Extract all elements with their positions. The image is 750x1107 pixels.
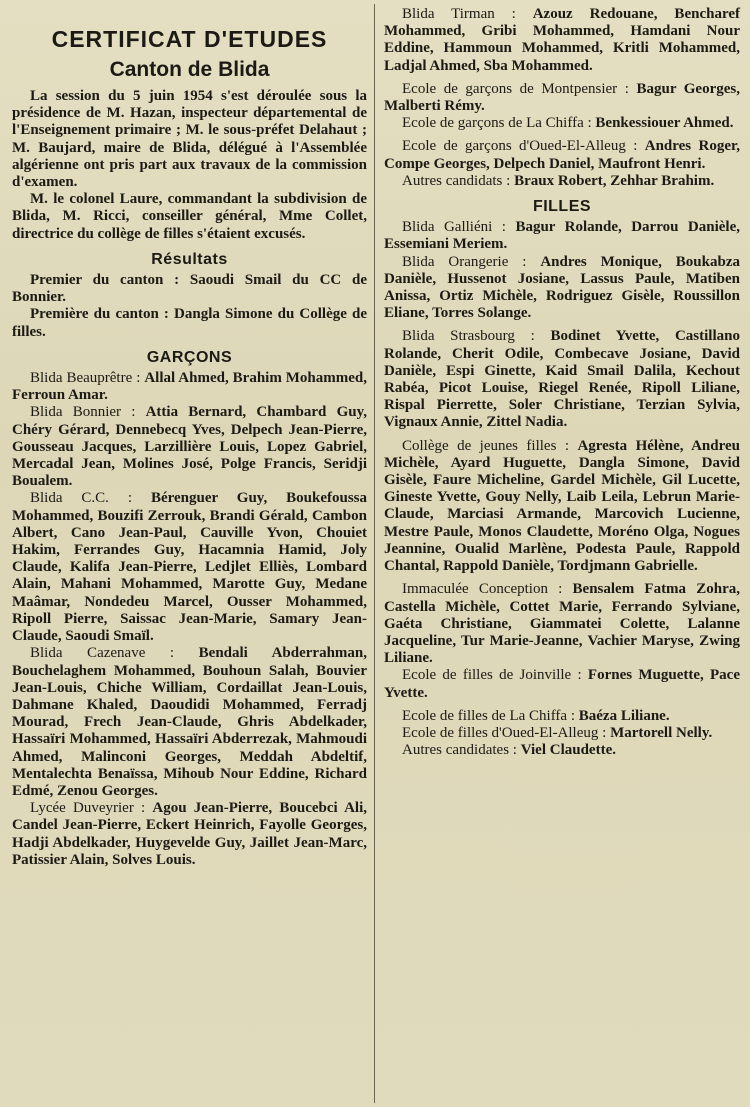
school-name: Ecole de garçons de La Chiffa: [402, 115, 584, 132]
premiere-du-canton: Première du canton : Dangla Simone du Collège de filles.: [12, 306, 367, 340]
school-name: Collège de jeunes filles: [402, 437, 557, 454]
school-name: Immaculée Conception: [402, 581, 548, 598]
student-names: Agresta Hélène, Andreu Michèle, Ayard Huguette, Dangla Simone, David Gisèle, Faure Micheline, Gardel Michèle, Gil Lucette, Gineste Yvette, Gouy Nelly, Laib Leila, Lebrun Marie-Claude, Marciasi Armande, Marcovich Lucienne, Mestre Paule, Monos Claudette, Moréno Olga, Nogues Jeannine, Oualid Marlène, Podesta Paule, Rappold Chantal, Rappold Danièle, Tordjmann Gabrielle.: [384, 437, 740, 575]
student-names: Bagur Rolande, Darrou Danièle, Essemiani Meriem.: [384, 219, 740, 253]
headline: CERTIFICAT D'ETUDES: [51, 26, 328, 52]
school-entry: Autres candidates : Viel Claudette.: [402, 742, 616, 759]
school-name: Ecole de garçons de Montpensier: [402, 80, 618, 97]
student-names: Attia Bernard, Chambard Guy, Chéry Gérard, Dennebecq Yves, Delpech Jean-Pierre, Gousseau Jacques, Larzillière Louis, Lopez Gabriel, Mercadal Jean, Molines José, Polge Francis, Seridji Boualem.: [12, 404, 367, 490]
student-names: Andres Monique, Boukabza Danièle, Hussenot Josiane, Lassus Paule, Matiben Anissa, Ortiz Michèle, Rodriguez Gisèle, Roussillon Eliane, Torres Solange.: [384, 253, 740, 322]
school-entry: Blida Orangerie : Andres Monique, Boukabza Danièle, Hussenot Josiane, Lassus Paule, Matiben Anissa, Ortiz Michèle, Rodriguez Gisèle, Roussillon Eliane, Torres Solange.: [384, 253, 740, 322]
student-names: Benkessiouer Ahmed.: [595, 115, 734, 132]
school-entry: Blida Tirman : Azouz Redouane, Bencharef Mohammed, Gribi Mohammed, Hamdani Nour Eddine, Hammoun Mohammed, Kritli Mohammed, Ladjal Ahmed, Sba Mohammed.: [384, 6, 740, 74]
intro-paragraph-1: La session du 5 juin 1954 s'est déroulée sous la présidence de M. Hazan, inspecteur départemental de l'Enseignement primaire ; M. le sous-préfet Delahaut ; M. Baujard, maire de Blida, délégué à l'Assemblée algérienne ont pris part aux travaux de la commission d'examen.: [12, 88, 367, 191]
boys-heading: GARÇONS: [146, 348, 233, 366]
school-name: Autres candidats: [402, 172, 503, 189]
column-rule: [374, 4, 375, 1103]
school-entry: Autres candidats : Braux Robert, Zehhar Brahim.: [402, 172, 715, 189]
school-name: Blida Orangerie: [402, 253, 509, 270]
intro-paragraph-2: M. le colonel Laure, commandant la subdivision de Blida, M. Ricci, conseiller général, Mme Collet, directrice du collège de filles s'étaient excusés.: [12, 191, 367, 242]
student-names: Bérenguer Guy, Boukefoussa Mohammed, Bouzifi Zerrouk, Brandi Gérald, Cambon Albert, Cano Jean-Paul, Cauville Yvon, Chouiet Hakim, Ferrandes Guy, Hacamnia Hamid, Joly Claude, Kalifa Jean-Pierre, Ledjlet Elliès, Lombard Alain, Mahani Mohammed, Marotte Guy, Medane Maâmar, Nondedeu Marcel, Ousser Mohammed, Ripoll Pierre, Saissac Jean-Marie, Samary Jean-Claude, Saoudi Smaïl.: [12, 490, 367, 645]
school-entry: Blida Bonnier : Attia Bernard, Chambard Guy, Chéry Gérard, Dennebecq Yves, Delpech Jean-Pierre, Gousseau Jacques, Larzillière Louis, Lopez Gabriel, Mercadal Jean, Molines José, Polge Francis, Seridji Boualem.: [12, 404, 367, 490]
student-names: Braux Robert, Zehhar Brahim.: [514, 172, 715, 189]
student-names: Martorell Nelly.: [610, 724, 713, 741]
student-names: Viel Claudette.: [520, 742, 616, 759]
student-names: Bodinet Yvette, Castillano Rolande, Cherit Odile, Combecave Josiane, David Danièle, Espi Ginette, Kaid Smail Dalila, Kechout Rabéa, Picot Louise, Riegel Renée, Ripoll Liliane, Rispal Pierrette, Soler Christiane, Terzian Sylvia, Vignaux Annie, Zittel Nadia.: [384, 328, 740, 431]
student-names: Bagur Georges, Malberti Rémy.: [384, 80, 740, 115]
school-name: Blida Galliéni: [402, 219, 493, 236]
school-name: Blida Strasbourg: [402, 328, 515, 345]
right-column: [384, 6, 740, 759]
subhead: Canton de Blida: [109, 58, 270, 81]
student-names: Agou Jean-Pierre, Boucebci Ali, Candel Jean-Pierre, Eckert Heinrich, Fayolle Georges, Hadji Abdelkader, Huygevelde Guy, Jaillet Jean-Marc, Patissier Alain, Solves Louis.: [12, 800, 367, 868]
school-entry: Ecole de filles de Joinville : Fornes Muguette, Pace Yvette.: [384, 667, 740, 701]
school-entry: Lycée Duveyrier : Agou Jean-Pierre, Boucebci Ali, Candel Jean-Pierre, Eckert Heinrich, Fayolle Georges, Hadji Abdelkader, Huygevelde Guy, Jaillet Jean-Marc, Patissier Alain, Solves Louis.: [12, 800, 367, 868]
school-entry: Blida Strasbourg : Bodinet Yvette, Castillano Rolande, Cherit Odile, Combecave Josiane, David Danièle, Espi Ginette, Kaid Smail Dalila, Kechout Rabéa, Picot Louise, Riegel Renée, Ripoll Liliane, Rispal Pierrette, Soler Christiane, Terzian Sylvia, Vignaux Annie, Zittel Nadia.: [384, 328, 740, 431]
student-names: Bendali Abderrahman, Bouchelaghem Mohammed, Bouhoun Salah, Bouvier Jean-Louis, Chiche William, Cordaillat Jean-Louis, Dahmane Khaled, Daoudidi Mohammed, Ferradj Mourad, Frech Jean-Claude, Ghris Abdelkader, Hassaïri Mohammed, Hassaïri Abderrezak, Mahmoudi Ahmed, Malinconi Georges, Meddah Abdeltif, Mentalechta Benaïssa, Mihoub Nour Eddine, Richard Edmé, Zenou Georges.: [12, 645, 367, 799]
girls-heading: FILLES: [532, 198, 592, 216]
school-name: Ecole de filles de Joinville: [402, 667, 572, 684]
school-name: Blida C.C.: [30, 490, 109, 507]
student-names: Bensalem Fatma Zohra, Castella Michèle, Cottet Marie, Ferrando Sylviane, Gaéta Christiane, Giammatei Colette, Lalanne Jacqueline, Tur Marie-Jeanne, Vachier Maryse, Zwing Liliane.: [384, 581, 740, 667]
student-names: Azouz Redouane, Bencharef Mohammed, Gribi Mohammed, Hamdani Nour Eddine, Hammoun Mohammed, Kritli Mohammed, Ladjal Ahmed, Sba Mohammed.: [384, 6, 740, 74]
school-name: Blida Beauprêtre: [30, 370, 133, 387]
school-entry: Ecole de garçons d'Oued-El-Alleug : Andres Roger, Compe Georges, Delpech Daniel, Maufront Henri.: [384, 138, 741, 172]
school-entry: Blida Beauprêtre : Allal Ahmed, Brahim Mohammed, Ferroun Amar.: [12, 370, 368, 404]
school-name: Blida Cazenave: [30, 645, 146, 662]
school-name: Ecole de filles d'Oued-El-Alleug: [402, 724, 599, 741]
student-names: Fornes Muguette, Pace Yvette.: [384, 667, 740, 701]
school-entry: Ecole de filles de La Chiffa : Baéza Liliane.: [402, 707, 670, 724]
premier-du-canton: Premier du canton : Saoudi Smail du CC de Bonnier.: [12, 272, 367, 306]
student-names: Andres Roger, Compe Georges, Delpech Daniel, Maufront Henri.: [384, 138, 741, 172]
school-name: Ecole de filles de La Chiffa: [402, 707, 568, 724]
school-entry: Ecole de garçons de La Chiffa : Benkessiouer Ahmed.: [402, 115, 734, 132]
school-name: Lycée Duveyrier: [30, 800, 134, 817]
school-entry: Ecole de garçons de Montpensier : Bagur Georges, Malberti Rémy.: [384, 80, 740, 115]
school-name: Blida Bonnier: [30, 404, 122, 421]
student-names: Allal Ahmed, Brahim Mohammed, Ferroun Amar.: [12, 370, 368, 404]
school-entry: Immaculée Conception : Bensalem Fatma Zohra, Castella Michèle, Cottet Marie, Ferrando Sylviane, Gaéta Christiane, Giammatei Colette, Lalanne Jacqueline, Tur Marie-Jeanne, Vachier Maryse, Zwing Liliane.: [384, 581, 740, 667]
left-column: [12, 6, 367, 869]
school-entry: Blida Cazenave : Bendali Abderrahman, Bouchelaghem Mohammed, Bouhoun Salah, Bouvier Jean-Louis, Chiche William, Cordaillat Jean-Louis, Dahmane Khaled, Daoudidi Mohammed, Ferradj Mourad, Frech Jean-Claude, Ghris Abdelkader, Hassaïri Mohammed, Hassaïri Abderrezak, Mahmoudi Ahmed, Malinconi Georges, Meddah Abdeltif, Mentalechta Benaïssa, Mihoub Nour Eddine, Richard Edmé, Zenou Georges.: [12, 645, 367, 799]
school-entry: Ecole de filles d'Oued-El-Alleug : Martorell Nelly.: [402, 724, 713, 741]
school-name: Blida Tirman: [402, 6, 495, 22]
results-heading: Résultats: [151, 250, 228, 268]
school-entry: Blida Galliéni : Bagur Rolande, Darrou Danièle, Essemiani Meriem.: [384, 219, 740, 253]
school-entry: Collège de jeunes filles : Agresta Hélène, Andreu Michèle, Ayard Huguette, Dangla Simone, David Gisèle, Faure Micheline, Gardel Michèle, Gil Lucette, Gineste Yvette, Gouy Nelly, Laib Leila, Lebrun Marie-Claude, Marciasi Armande, Marcovich Lucienne, Mestre Paule, Monos Claudette, Moréno Olga, Nogues Jeannine, Oualid Marlène, Podesta Paule, Rappold Chantal, Rappold Danièle, Tordjmann Gabrielle.: [384, 437, 740, 575]
school-entry: Blida C.C. : Bérenguer Guy, Boukefoussa Mohammed, Bouzifi Zerrouk, Brandi Gérald, Cambon Albert, Cano Jean-Paul, Cauville Yvon, Chouiet Hakim, Ferrandes Guy, Hacamnia Hamid, Joly Claude, Kalifa Jean-Pierre, Ledjlet Elliès, Lombard Alain, Mahani Mohammed, Marotte Guy, Medane Maâmar, Nondedeu Marcel, Ousser Mohammed, Ripoll Pierre, Saissac Jean-Marie, Samary Jean-Claude, Saoudi Smaïl.: [12, 490, 367, 645]
school-name: Ecole de garçons d'Oued-El-Alleug: [402, 138, 626, 155]
student-names: Baéza Liliane.: [578, 707, 670, 724]
school-name: Autres candidates: [402, 742, 510, 759]
